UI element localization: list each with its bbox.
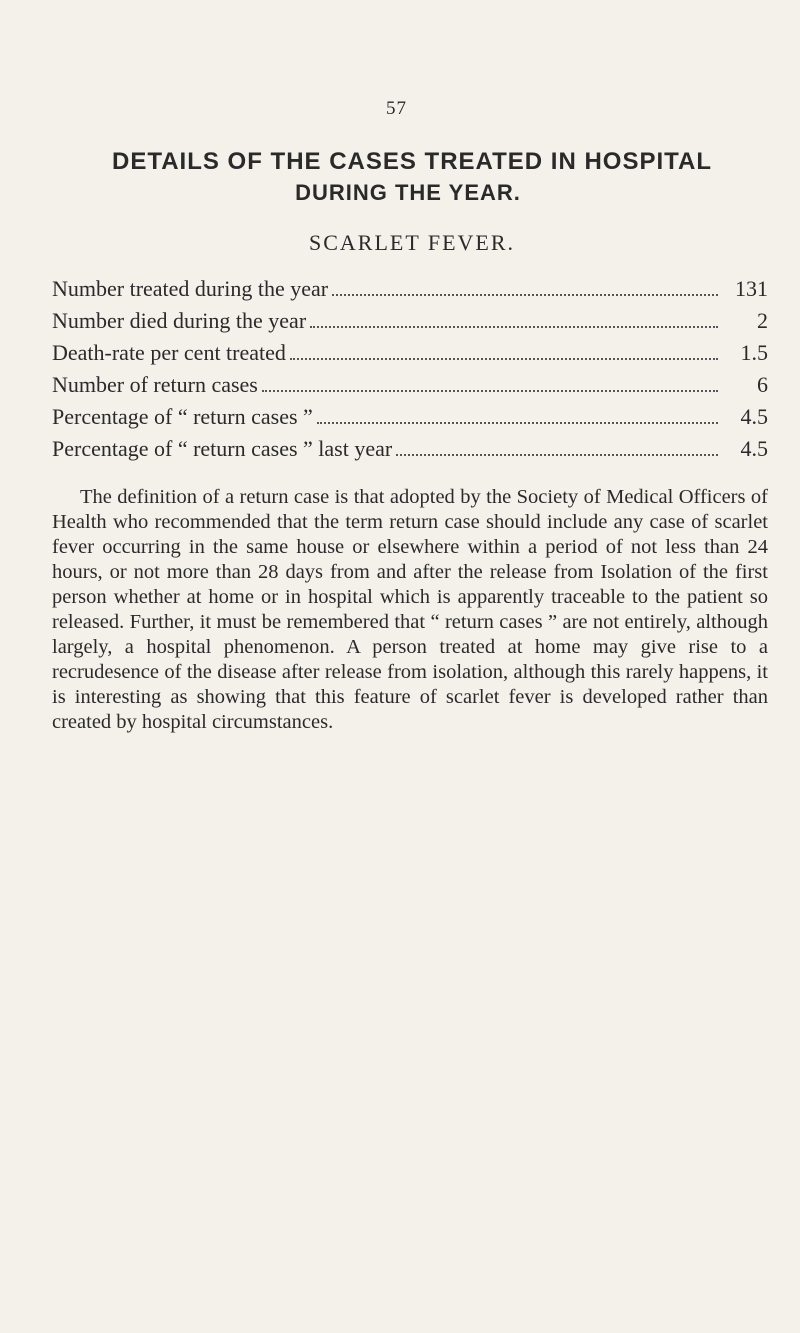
page-number: 57 [386,98,407,119]
stat-value: 1.5 [740,340,768,365]
statistics-list [52,270,768,462]
stat-row-treated [52,270,768,302]
stat-value: 4.5 [740,404,768,429]
stat-row-return-cases [52,366,768,398]
page-heading-line-2: DURING THE YEAR. [295,180,521,205]
stat-label: Death-rate per cent treated [52,340,286,365]
stat-label: Number died during the year [52,308,307,333]
dot-leader [396,454,718,456]
stat-row-return-percentage [52,398,768,430]
dot-leader [332,294,718,296]
stat-value: 131 [735,276,768,301]
dot-leader [317,422,718,424]
stat-value: 6 [757,372,768,397]
dot-leader [262,390,718,392]
stat-label: Percentage of “ return cases ” [52,404,313,429]
stat-label: Number treated during the year [52,276,329,301]
stat-label: Percentage of “ return cases ” last year [52,436,393,461]
dot-leader [290,358,718,360]
page-heading-line-1: DETAILS OF THE CASES TREATED IN HOSPITAL [111,148,712,175]
stat-label: Number of return cases [52,372,258,397]
section-title: SCARLET FEVER. [308,230,516,255]
stat-row-died [52,302,768,334]
body-paragraph: The definition of a return case is that adopted by the Society of Medical Officers of Health who recommended that the term return case should include any case of scarlet fever occurring in the same house or elsewhere within a period of not less than 24 hours, or not more than 28 days from and after the release from Isolation of the first person whether at home or in hospital which is apparently traceable to the patient so released. Further, it must be remembered that “ return cases ” are not entirely, although largely, a hospital phenomenon. A person treated at home may give rise to a recrudesence of the disease after release from isolation, although this rarely happens, it is interesting as showing that this feature of scarlet fever is developed rather than created by hospital circumstances. [52,485,768,733]
stat-row-return-percentage-last-year [52,430,768,462]
stat-value: 4.5 [740,436,768,461]
dot-leader [310,326,718,328]
stat-value: 2 [757,308,768,333]
stat-row-death-rate [52,334,768,366]
